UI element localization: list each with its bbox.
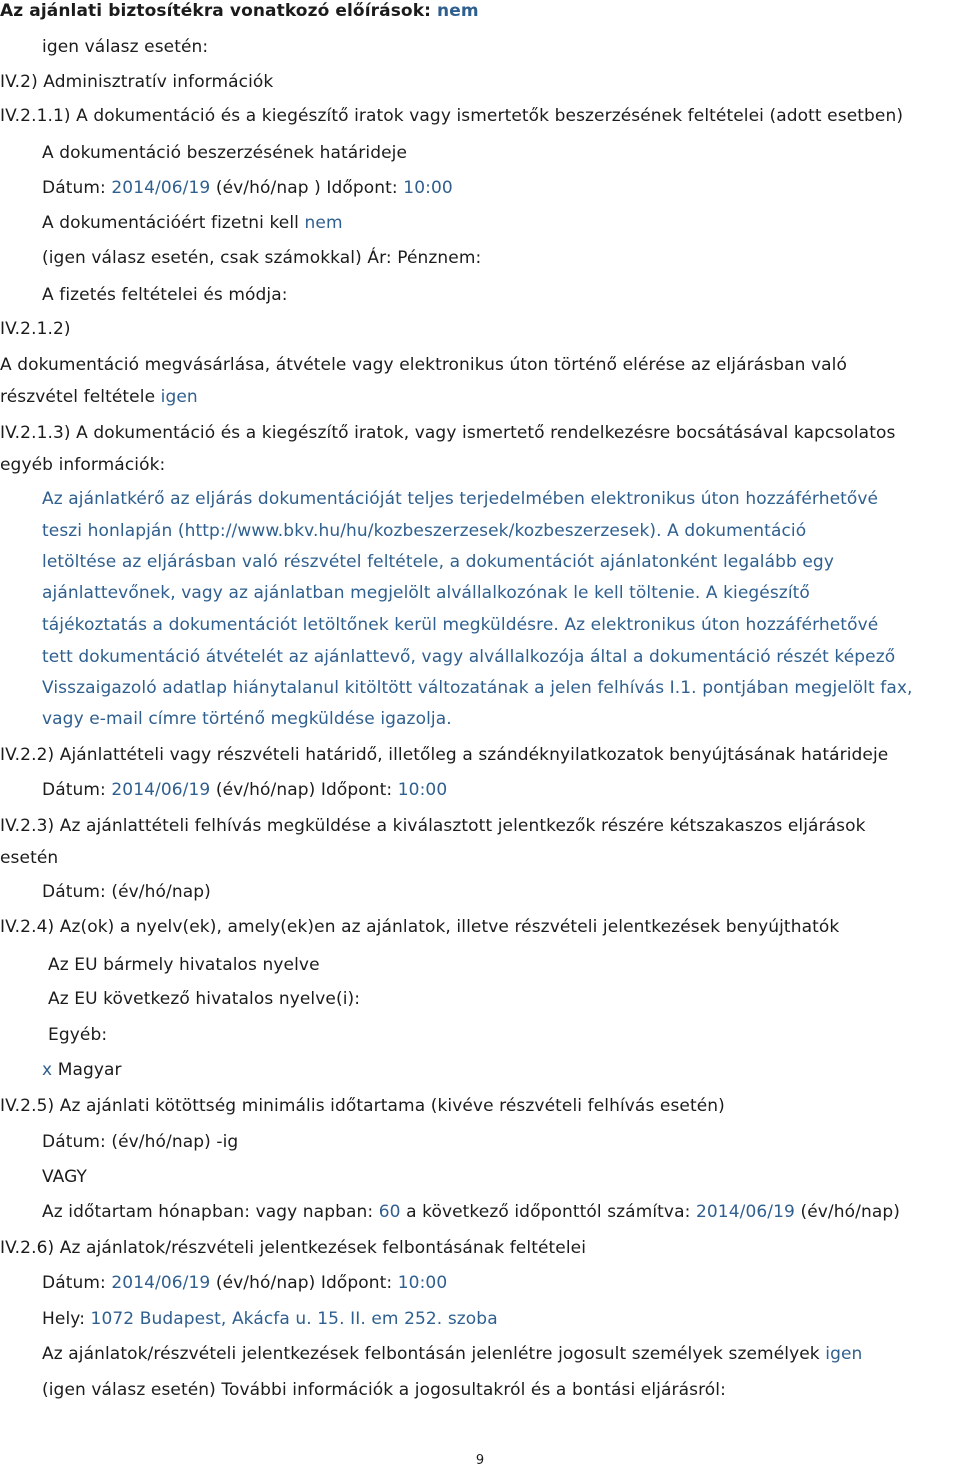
- section-heading-iv223-cont: esetén: [0, 848, 59, 868]
- info-line: ajánlattevőnek, vagy az ajánlatban megjelölt alvállalkozónak le kell töltenie. A kiegészítő: [42, 583, 810, 603]
- info-line: tájékoztatás a dokumentációt letöltőnek kerül megküldésre. Az elektronikus úton hozzáférhetővé: [42, 615, 879, 635]
- or-label: VAGY: [42, 1167, 87, 1187]
- check-mark-icon: x: [42, 1060, 53, 1080]
- section-heading-iv223: IV.2.3) Az ajánlattételi felhívás megküldése a kiválasztott jelentkezők részére kétszakaszos eljárások: [0, 816, 866, 836]
- entitled-value: igen: [825, 1344, 863, 1364]
- opening-place: Hely: 1072 Budapest, Akácfa u. 15. II. em 252. szoba: [42, 1309, 498, 1329]
- purchase-condition-value: igen: [160, 387, 198, 407]
- language-option-following: Az EU következő hivatalos nyelve(i):: [48, 989, 361, 1009]
- info-line: vagy e-mail címre történő megküldése igazolja.: [42, 709, 452, 729]
- purchase-condition-line2: részvétel feltétele igen: [0, 387, 198, 407]
- info-line: letöltése az eljárásban való részvétel feltétele, a dokumentációt ajánlatonként legalább egy: [42, 552, 834, 572]
- section-heading-iv2: IV.2) Adminisztratív információk: [0, 72, 274, 92]
- language-option-any: Az EU bármely hivatalos nyelve: [48, 955, 320, 975]
- doc-price-line: (igen válasz esetén, csak számokkal) Ár: Pénznem:: [42, 248, 482, 268]
- page-number: 9: [475, 1453, 485, 1468]
- language-option-other: Egyéb:: [48, 1025, 108, 1045]
- info-line: Az ajánlatkérő az eljárás dokumentációját teljes terjedelmében elektronikus úton hozzáférhetővé: [42, 489, 879, 509]
- guarantee-yes-label: igen válasz esetén:: [42, 37, 209, 57]
- date-value: 2014/06/19: [111, 1273, 211, 1293]
- date-value: 2014/06/19: [695, 1202, 795, 1222]
- days-value: 60: [378, 1202, 401, 1222]
- info-line: tett dokumentáció átvételét az ajánlattevő, vagy alvállalkozója által a dokumentáció részét képező: [42, 647, 896, 667]
- doc-payment-required: A dokumentációért fizetni kell nem: [42, 213, 343, 233]
- section-heading-iv213: IV.2.1.3) A dokumentáció és a kiegészítő iratok, vagy ismertető rendelkezésre bocsátásával kapcsolatos: [0, 423, 896, 443]
- section-heading-iv224: IV.2.4) Az(ok) a nyelv(ek), amely(ek)en az ajánlatok, illetve részvételi jelentkezések benyújthatók: [0, 917, 840, 937]
- entitled-persons: Az ajánlatok/részvételi jelentkezések felbontásán jelenlétre jogosult személyek személyek igen: [42, 1344, 863, 1364]
- language-selected: x Magyar: [42, 1060, 122, 1080]
- time-value: 10:00: [397, 1273, 448, 1293]
- section-heading-iv212: IV.2.1.2): [0, 319, 71, 339]
- guarantee-requirement: Az ajánlati biztosítékra vonatkozó előírások: nem: [0, 1, 479, 21]
- section-heading-iv226: IV.2.6) Az ajánlatok/részvételi jelentkezések felbontásának feltételei: [0, 1238, 587, 1258]
- doc-payment-terms: A fizetés feltételei és módja:: [42, 285, 288, 305]
- time-value: 10:00: [397, 780, 448, 800]
- info-line: Visszaigazoló adatlap hiánytalanul kitöltött változatának a jelen felhívás I.1. pontjában megjelölt fax,: [42, 678, 913, 698]
- doc-deadline-date: Dátum: 2014/06/19 (év/hó/nap ) Időpont: 10:00: [42, 178, 453, 198]
- date-value: 2014/06/19: [111, 178, 211, 198]
- binding-duration: Az időtartam hónapban: vagy napban: 60 a következő időponttól számítva: 2014/06/19 (év/hó/nap): [42, 1202, 900, 1222]
- deadline-date: Dátum: 2014/06/19 (év/hó/nap) Időpont: 10:00: [42, 780, 448, 800]
- section-heading-iv222: IV.2.2) Ajánlattételi vagy részvételi határidő, illetőleg a szándéknyilatkozatok benyújtásának határideje: [0, 745, 889, 765]
- opening-date: Dátum: 2014/06/19 (év/hó/nap) Időpont: 10:00: [42, 1273, 448, 1293]
- time-value: 10:00: [403, 178, 453, 198]
- section-heading-iv211: IV.2.1.1) A dokumentáció és a kiegészítő iratok vagy ismertetők beszerzésének feltételei (adott esetben): [0, 106, 904, 126]
- section-heading-iv225: IV.2.5) Az ajánlati kötöttség minimális időtartama (kivéve részvételi felhívás esetén): [0, 1096, 725, 1116]
- binding-date: Dátum: (év/hó/nap) -ig: [42, 1132, 239, 1152]
- payment-value: nem: [304, 213, 343, 233]
- date-value: 2014/06/19: [111, 780, 211, 800]
- place-value: 1072 Budapest, Akácfa u. 15. II. em 252. szoba: [90, 1309, 498, 1329]
- guarantee-value: nem: [437, 1, 479, 21]
- section-heading-iv213-cont: egyéb információk:: [0, 455, 166, 475]
- doc-deadline-label: A dokumentáció beszerzésének határideje: [42, 143, 408, 163]
- purchase-condition-line1: A dokumentáció megvásárlása, átvétele vagy elektronikus úton történő elérése az eljárásban való: [0, 355, 847, 375]
- info-line: teszi honlapján (http://www.bkv.hu/hu/kozbeszerzesek/kozbeszerzesek). A dokumentáció: [42, 521, 807, 541]
- entitled-info: (igen válasz esetén) További információk a jogosultakról és a bontási eljárásról:: [42, 1380, 726, 1400]
- invitation-date: Dátum: (év/hó/nap): [42, 882, 211, 902]
